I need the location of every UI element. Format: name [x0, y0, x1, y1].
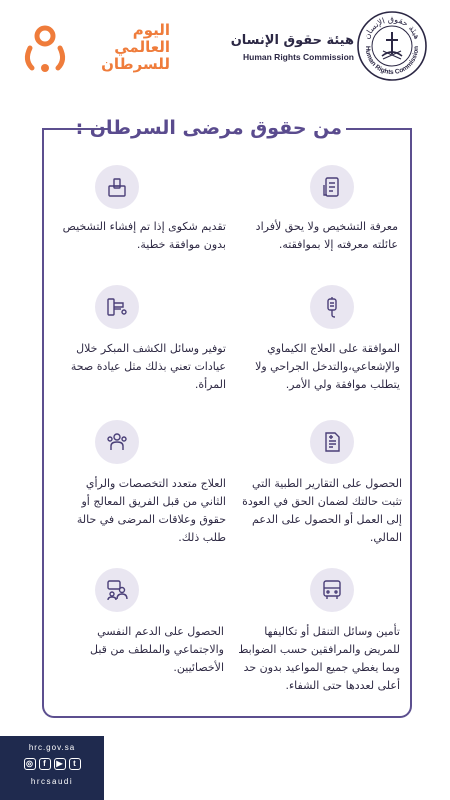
logo-line-1: اليوم — [132, 21, 170, 39]
social-footer — [0, 736, 104, 800]
left-item-1: تقديم شكوى إذا تم إفشاء التشخيص بدون موافقة خطية. — [62, 220, 226, 251]
instagram-icon[interactable]: ◎ — [24, 758, 36, 770]
youtube-icon[interactable]: ▶ — [54, 758, 66, 770]
commission-name-english: Human Rights Commission — [243, 52, 354, 62]
social-icons-row — [6, 758, 98, 772]
commission-name-arabic: هيئة حقوق الإنسان — [230, 33, 354, 48]
world-cancer-day-text — [74, 22, 170, 73]
facebook-icon[interactable]: f — [39, 758, 51, 770]
medical-report-icon — [310, 165, 354, 209]
card-top-border-right — [346, 128, 412, 130]
right-item-2: الموافقة على العلاج الكيماوي والإشعاعي،والتدخل الجراحي ولا يتطلب موافقة ولي الأمر. — [255, 342, 400, 391]
svg-text:هيئة حقوق الإنسان: هيئة حقوق الإنسان — [362, 14, 422, 41]
social-handle[interactable]: hrcsaudi — [30, 777, 74, 786]
logo-line-3: للسرطان — [101, 55, 170, 73]
twitter-icon[interactable]: t — [69, 758, 81, 770]
commission-seal-logo — [356, 10, 428, 82]
website-link[interactable]: hrc.gov.sa — [28, 743, 76, 752]
logo-line-2: العالمي — [114, 38, 170, 56]
right-item-3: الحصول على التقارير الطبية التي تثبت حالتك لضمان الحق في العودة إلى العمل أو الحصول على الدعم المالي. — [242, 477, 402, 544]
header — [0, 0, 450, 95]
bus-icon — [310, 568, 354, 612]
right-item-1: معرفة التشخيص ولا يحق لأفراد عائلته معرفته إلا بموافقته. — [255, 220, 398, 251]
card-title: من حقوق مرضى السرطان : — [75, 117, 342, 139]
medical-team-icon — [95, 420, 139, 464]
left-item-3: العلاج متعدد التخصصات والرأي الثاني من قبل الفريق المعالج أو حقوق وعلاقات المرضى في حالة طلب ذلك. — [76, 477, 226, 544]
left-item-4: الحصول على الدعم النفسي والاجتماعي والملطف من قبل الأخصائيين. — [90, 625, 224, 674]
complaint-box-icon — [95, 165, 139, 209]
medical-document-icon — [310, 420, 354, 464]
iv-drip-icon — [310, 285, 354, 329]
world-cancer-day-mark-icon — [20, 22, 70, 74]
mammography-device-icon — [95, 285, 139, 329]
left-item-2: توفير وسائل الكشف المبكر خلال عيادات تعني بذلك مثل عيادة صحة المرأة. — [70, 342, 226, 391]
counseling-icon — [95, 568, 139, 612]
commission-name — [222, 32, 354, 63]
right-item-4: تأمين وسائل التنقل أو تكاليفها للمريض والمرافقين حسب الضوابط وبما يغطي جميع المواعيد بدون حد أعلى لعددها حتى الشفاء. — [238, 625, 400, 692]
svg-text:Human Rights Commission: Human Rights Commission — [363, 45, 421, 77]
world-cancer-day-logo — [20, 18, 170, 78]
